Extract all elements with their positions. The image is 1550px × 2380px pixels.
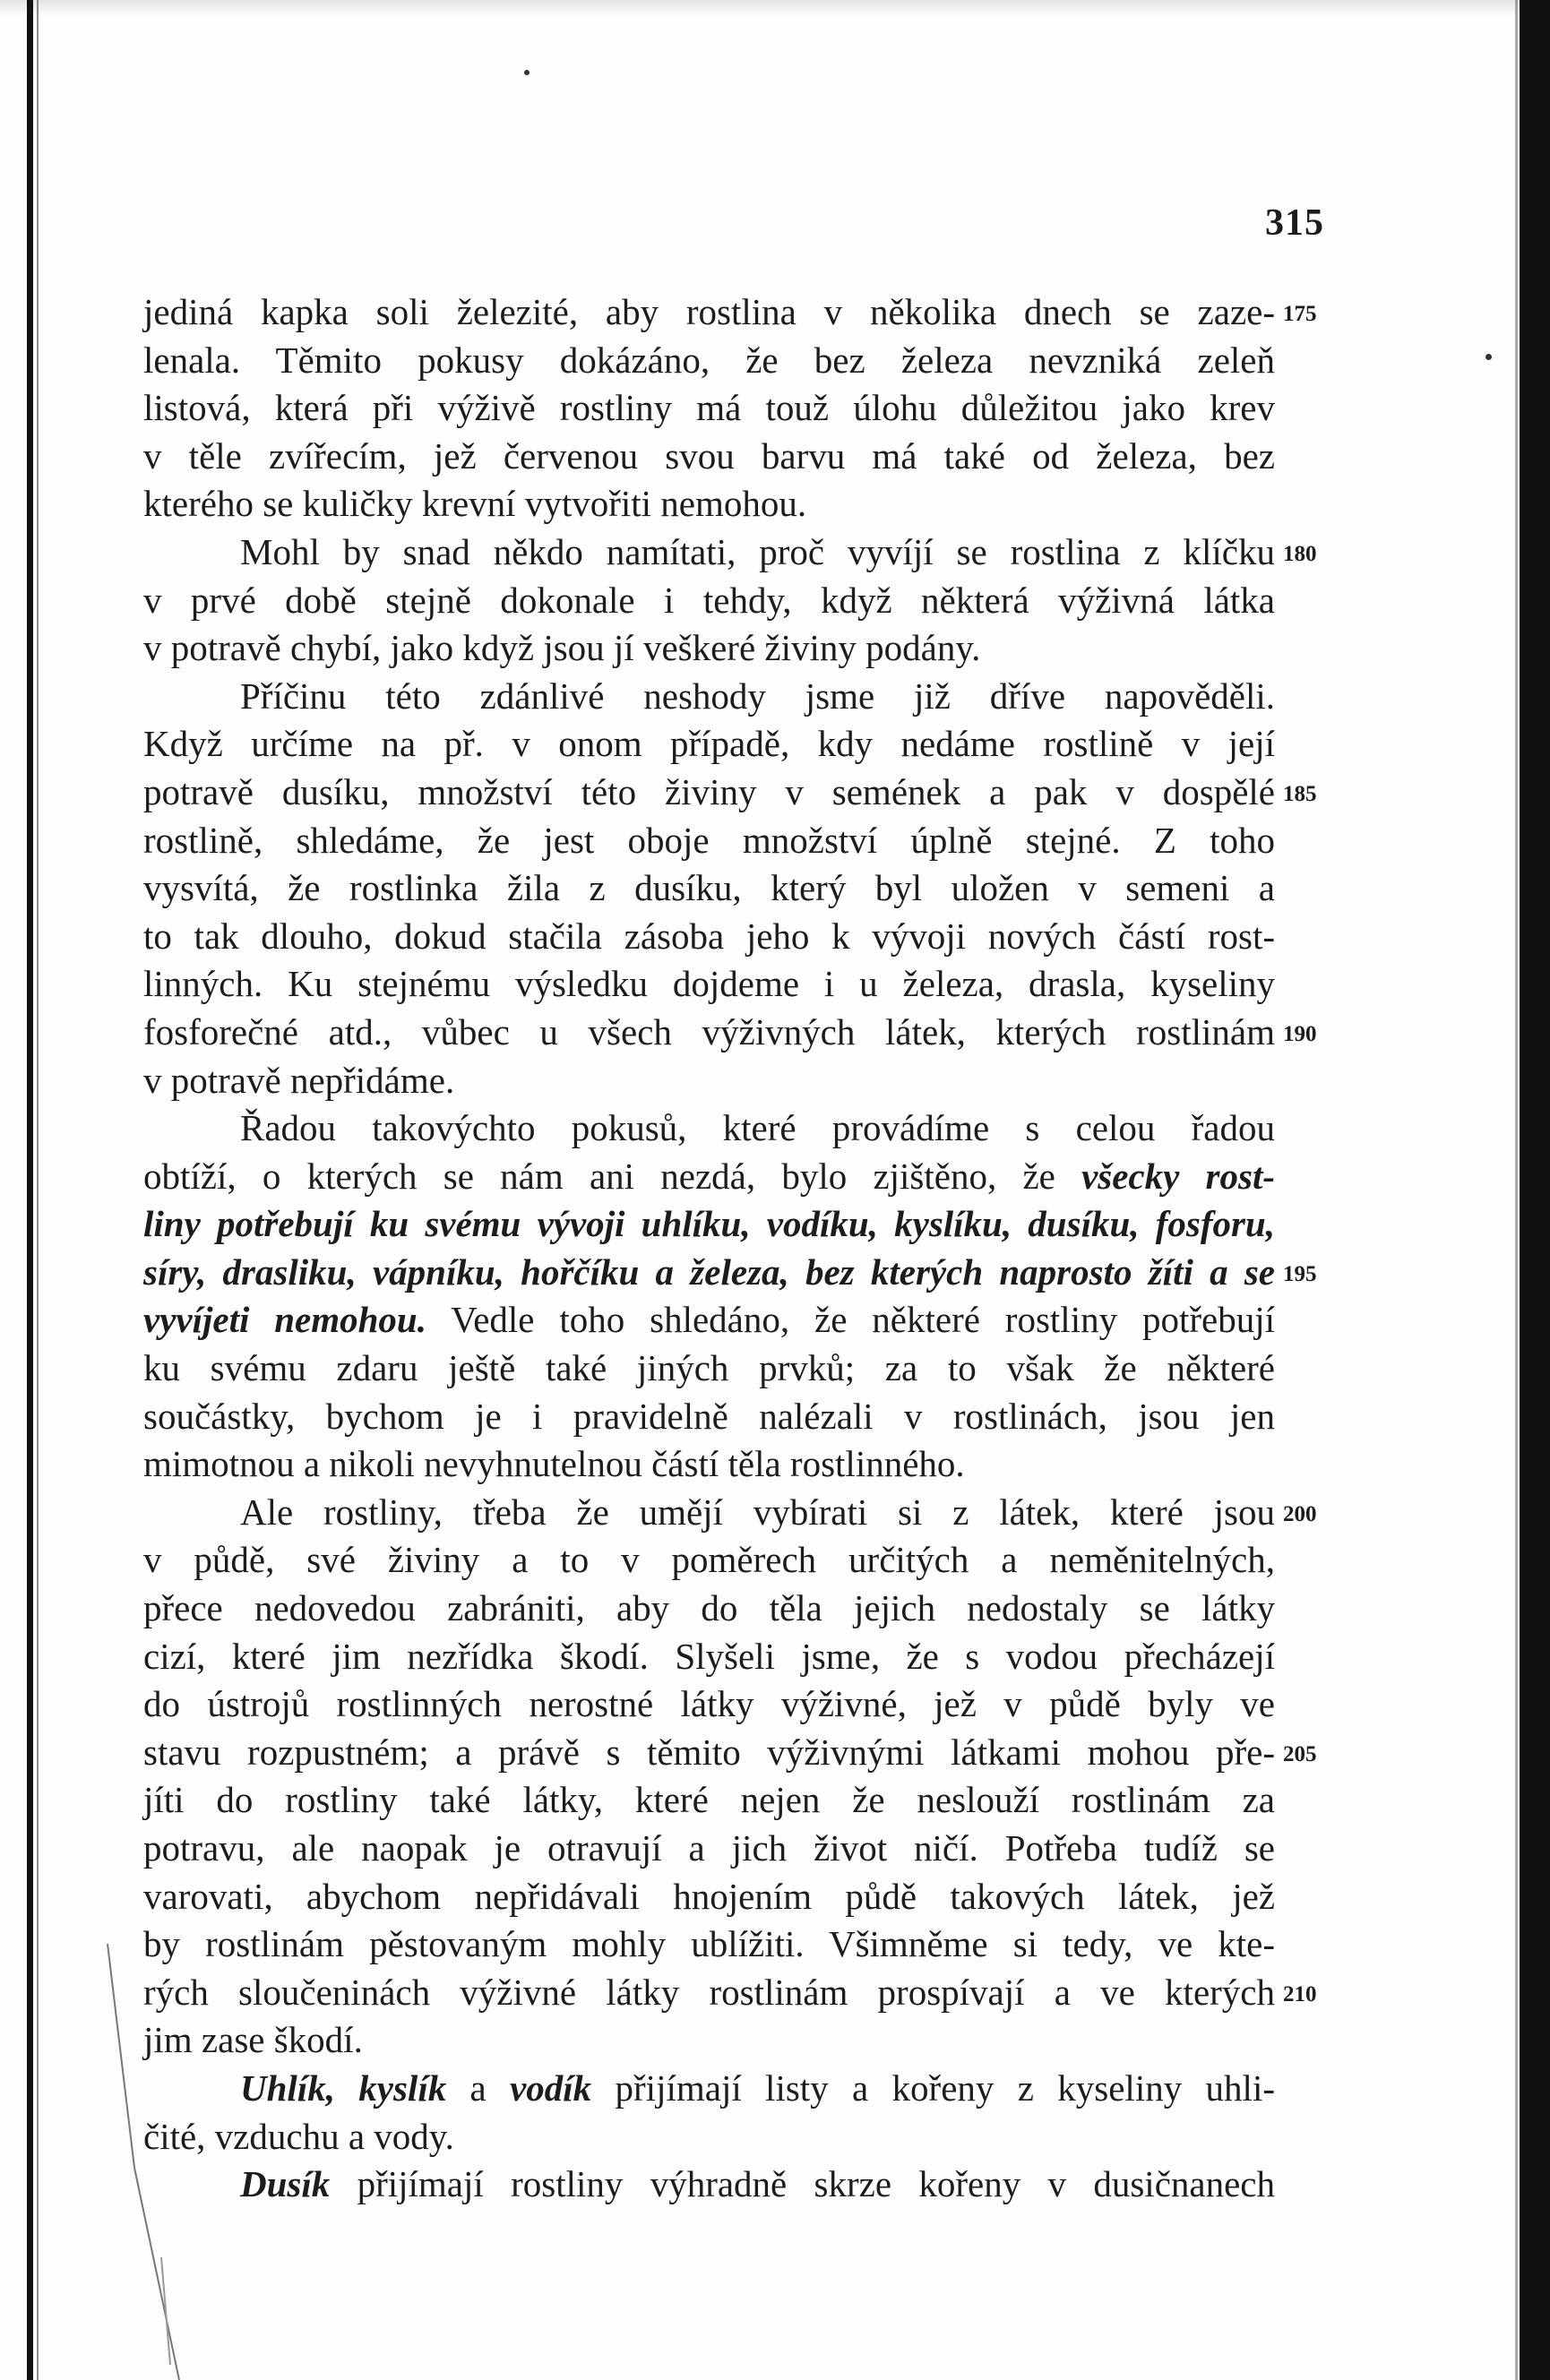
text-line (143, 1680, 1275, 1729)
text-line (143, 2065, 1275, 2113)
text-segment: v půdě, své živiny a to v poměrech určitých a neměnitelných, (143, 1539, 1275, 1581)
text-segment: vysvítá, že rostlinka žila z dusíku, který byl uložen v semeni a (143, 867, 1275, 909)
text-line (143, 480, 1275, 528)
text-segment: a (446, 2066, 511, 2109)
text-segment: čité, vzduchu a vody. (143, 2115, 454, 2157)
text-segment: v potravě chybí, jako když jsou jí veškeré živiny podány. (143, 627, 981, 669)
text-line (143, 864, 1275, 913)
speck-top (524, 70, 530, 75)
text-line (143, 384, 1275, 433)
text-segment: lenala. Těmito pokusy dokázáno, že bez železa nevzniká zeleň (143, 339, 1275, 381)
text-line (143, 288, 1275, 337)
text-segment: součástky, bychom je i pravidelně nalézali v rostlinách, jsou jen (143, 1395, 1275, 1437)
italic-phrase: vodík (510, 2066, 592, 2109)
text-line (143, 1825, 1275, 1873)
text-segment: Příčinu této zdánlivé neshody jsme již dříve napověděli. (240, 674, 1275, 717)
text-segment: linných. Ku stejnému výsledku dojdeme i u železa, drasla, kyseliny (143, 963, 1275, 1005)
text-segment: kterého se kuličky krevní vytvořiti nemohou. (143, 483, 807, 525)
crease-line-upper (108, 1944, 134, 2168)
text-segment: rých sloučeninách výživné látky rostlinám prospívají a ve kterých (143, 1971, 1275, 2013)
text-line (143, 1585, 1275, 1633)
text-segment: jediná kapka soli železité, aby rostlina v několika dnech se zaze- (143, 291, 1275, 332)
text-line (143, 720, 1275, 769)
text-segment: jim zase škodí. (143, 2019, 363, 2061)
text-line (143, 1440, 1275, 1489)
margin-line-number: 210 (1283, 1982, 1317, 2006)
italic-phrase: liny potřebují ku svému vývoji uhlíku, vodíku, kyslíku, dusíku, fosforu, (143, 1203, 1275, 1245)
italic-phrase: vyvíjeti nemohou. (143, 1299, 426, 1341)
text-line (143, 673, 1275, 721)
text-line (143, 1153, 1275, 1201)
text-segment: Když určíme na př. v onom případě, kdy nedáme rostlině v její (143, 723, 1275, 765)
text-line (143, 960, 1275, 1009)
margin-line-number: 195 (1283, 1262, 1317, 1286)
text-segment: do ústrojů rostlinných nerostné látky výživné, jež v půdě byly ve (143, 1683, 1275, 1725)
text-line (143, 1009, 1275, 1057)
text-line (143, 577, 1275, 625)
text-line (143, 1633, 1275, 1681)
text-line (143, 1249, 1275, 1297)
text-line (143, 1536, 1275, 1585)
text-segment: potravu, ale naopak je otravují a jich život ničí. Potřeba tudíž se (143, 1827, 1275, 1869)
margin-line-number: 200 (1283, 1502, 1317, 1526)
text-segment: potravě dusíku, množství této živiny v semének a pak v dospělé (143, 770, 1275, 812)
text-column (143, 288, 1275, 2209)
text-segment: listová, která při výživě rostliny má touž úlohu důležitou jako krev (143, 387, 1275, 429)
text-line (143, 1345, 1275, 1393)
text-line (143, 1776, 1275, 1825)
text-segment: Řadou takovýchto pokusů, které provádíme s celou řadou (240, 1107, 1275, 1149)
text-line (143, 624, 1275, 673)
text-line (143, 1057, 1275, 1105)
text-segment: varovati, abychom nepřidávali hnojením půdě takových látek, jež (143, 1875, 1275, 1917)
text-line (143, 337, 1275, 385)
text-line (143, 817, 1275, 865)
italic-phrase: všecky rost- (1081, 1155, 1276, 1197)
italic-phrase: Dusík (240, 2163, 331, 2205)
text-line (143, 2161, 1275, 2209)
text-line (143, 2016, 1275, 2065)
text-line (143, 2113, 1275, 2161)
text-line (143, 913, 1275, 961)
text-segment: přijímají rostliny výhradně skrze kořeny v dusičnanech (330, 2163, 1275, 2205)
text-line (143, 1200, 1275, 1249)
margin-line-number: 205 (1283, 1742, 1317, 1766)
text-line (143, 1920, 1275, 1969)
text-segment: stavu rozpustném; a právě s těmito výživnými látkami mohou pře- (143, 1731, 1275, 1773)
text-segment: v potravě nepřidáme. (143, 1059, 455, 1101)
speck-right (1485, 354, 1492, 360)
text-segment: cizí, které jim nezřídka škodí. Slyšeli jsme, že s vodou přecházejí (143, 1635, 1275, 1677)
italic-phrase: Uhlík, kyslík (240, 2066, 447, 2109)
text-segment: Ale rostliny, třeba že umějí vybírati si z látek, které jsou (240, 1491, 1275, 1533)
text-segment: Vedle toho shledáno, že některé rostliny potřebují (426, 1299, 1275, 1341)
crease-line-short (161, 2257, 170, 2365)
page-number: 315 (1265, 202, 1324, 244)
text-segment: mimotnou a nikoli nevyhnutelnou částí těla rostlinného. (143, 1443, 965, 1485)
text-segment: fosforečné atd., vůbec u všech výživných látek, kterých rostlinám (143, 1010, 1275, 1053)
text-segment: rostlině, shledáme, že jest oboje množství úplně stejné. Z toho (143, 819, 1275, 861)
margin-line-number: 180 (1283, 542, 1317, 566)
text-segment: přece nedovedou zabrániti, aby do těla jejich nedostaly se látky (143, 1587, 1275, 1629)
text-segment: jíti do rostliny také látky, které nejen že neslouží rostlinám za (143, 1779, 1275, 1821)
text-line (143, 1969, 1275, 2017)
text-segment: to tak dlouho, dokud stačila zásoba jeho k vývoji nových částí rost- (143, 915, 1275, 957)
margin-line-number: 185 (1283, 782, 1317, 806)
text-line (143, 1729, 1275, 1777)
text-line (143, 1393, 1275, 1441)
text-segment: by rostlinám pěstovaným mohly ublížiti. Všimněme si tedy, ve kte- (143, 1923, 1275, 1965)
margin-line-number: 175 (1283, 302, 1317, 326)
text-line (143, 1873, 1275, 1921)
text-segment: obtíží, o kterých se nám ani nezdá, bylo zjištěno, že (143, 1155, 1082, 1197)
text-line (143, 1296, 1275, 1345)
text-line (143, 1104, 1275, 1153)
text-segment: ku svému zdaru ještě také jiných prvků; za to však že některé (143, 1347, 1275, 1389)
text-segment: v prvé době stejně dokonale i tehdy, když některá výživná látka (143, 579, 1275, 621)
text-line (143, 769, 1275, 817)
text-segment: přijímají listy a kořeny z kyseliny uhli- (591, 2066, 1275, 2109)
italic-phrase: síry, drasliku, vápníku, hořčíku a železa, bez kterých naprosto žíti a se (143, 1250, 1275, 1293)
text-segment: v těle zvířecím, jež červenou svou barvu má také od železa, bez (143, 434, 1275, 477)
text-segment: Mohl by snad někdo namítati, proč vyvíjí se rostlina z klíčku (240, 530, 1275, 572)
text-line (143, 528, 1275, 577)
margin-line-number: 190 (1283, 1022, 1317, 1046)
text-line (143, 1489, 1275, 1537)
text-line (143, 433, 1275, 481)
